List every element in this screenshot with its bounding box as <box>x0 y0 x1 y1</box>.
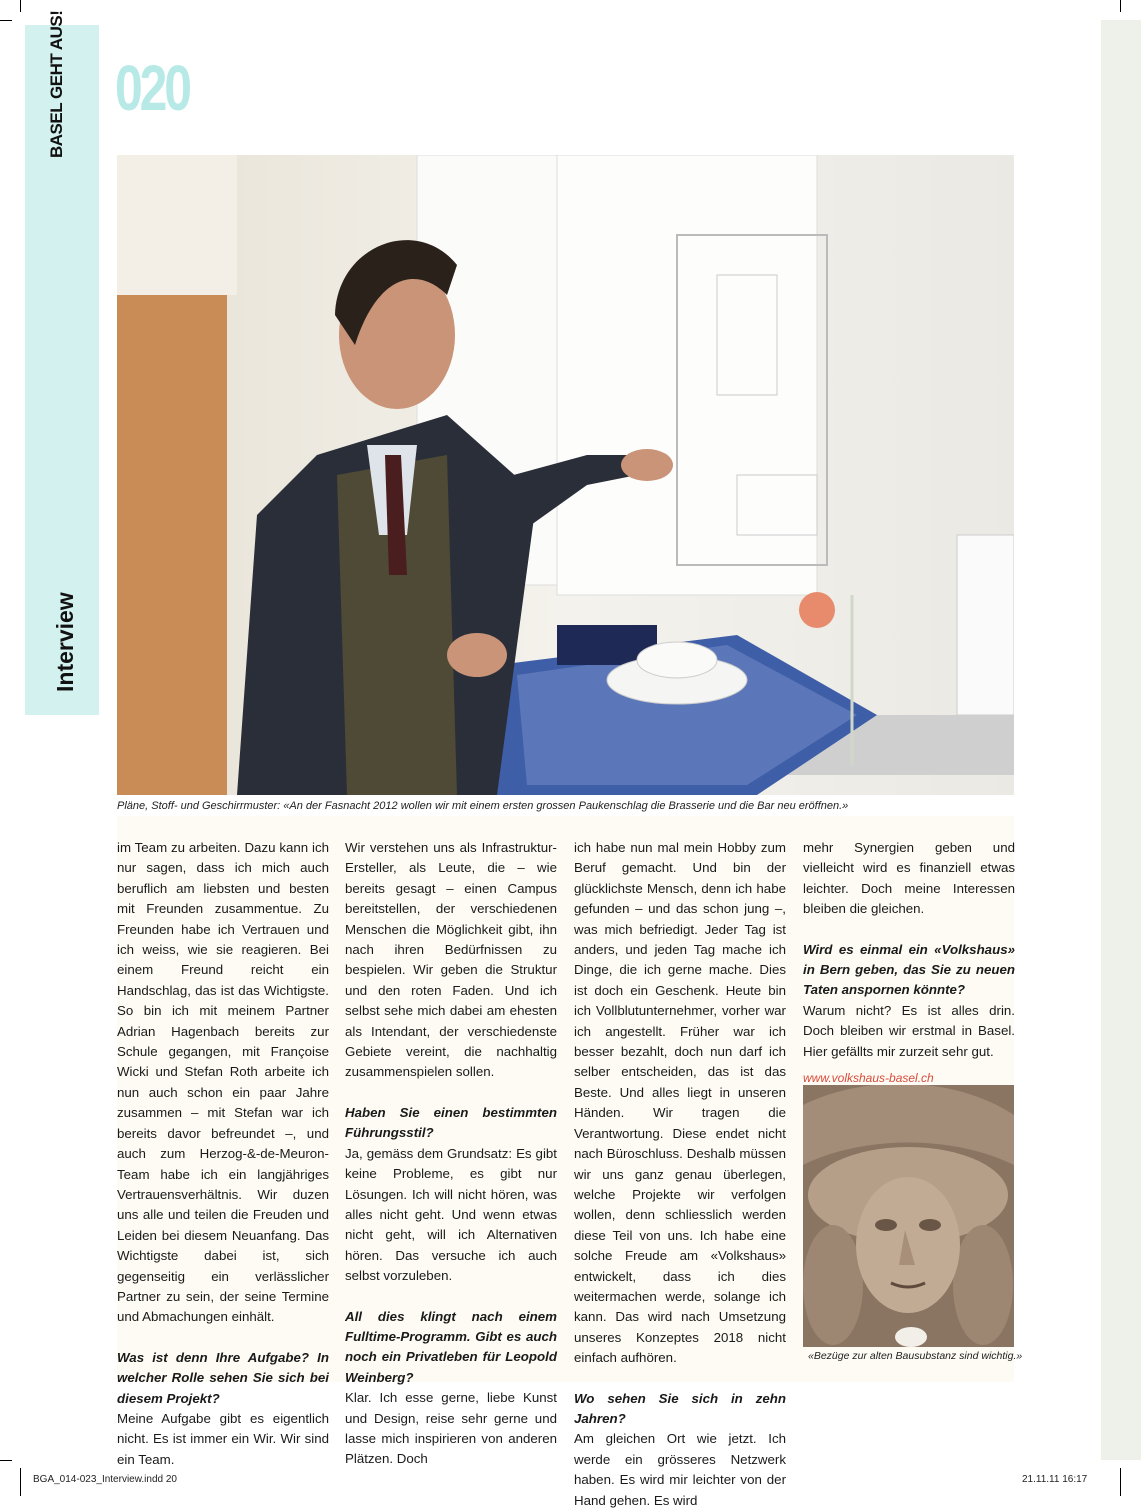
crop-mark <box>1120 0 1121 12</box>
interview-question: All dies klingt nach einem Fulltime-Programm. Gibt es auch noch ein Privatleben für Leopold Weinberg? <box>345 1308 557 1385</box>
crop-mark <box>1120 1468 1121 1496</box>
text-column-4 <box>803 838 1015 1088</box>
paragraph: Wir verstehen uns als Infrastruktur-Ersteller, als Leute, die – wie bereits gesagt – einen Campus bereitstellen, der verschiedenen Menschen die Möglichkeit gibt, ihn nach ihren Bedürfnissen zu bespielen. Wir geben die Struktur und den roten Faden. Und ich selbst sehe mich dabei am ehesten als Intendant, der verschiedenste Gebiete vereint, die nachhaltig zusammenspielen sollen. <box>345 840 557 1080</box>
section-title: BASEL GEHT AUS! <box>47 10 66 158</box>
crop-mark <box>0 1460 12 1461</box>
photo-caption <box>117 797 1014 815</box>
photo-caption-text: Pläne, Stoff- und Geschirrmuster: «An der Fasnacht 2012 wollen wir mit einem ersten grossen Paukenschlag die Brasserie und die Bar neu eröffnen.» <box>117 800 852 812</box>
interview-answer: Klar. Ich esse gerne, liebe Kunst und Design, reise sehr gerne und lasse mich inspirieren von anderen Plätzen. Doch <box>345 1390 557 1467</box>
interview-question: Wird es einmal ein «Volkshaus» in Bern geben, das Sie zu neuen Taten anspornen könnte? <box>803 941 1015 998</box>
paragraph: mehr Synergien geben und vielleicht wird es finanziell etwas leichter. Doch meine Interessen bleiben die gleichen. <box>803 840 1015 917</box>
website-link[interactable]: www.volkshaus-basel.ch <box>803 1071 934 1086</box>
crop-mark <box>0 20 12 21</box>
page-number: 020 <box>115 52 189 124</box>
text-column-2 <box>345 838 557 1470</box>
section-label: Interview <box>52 592 78 692</box>
sculpture-photo <box>803 1085 1014 1347</box>
interview-answer: Ja, gemäss dem Grundsatz: Es gibt keine Probleme, es gibt nur Lösungen. Ich will nicht hören, was alles nicht geht. Und wenn etwas nicht geht, will ich Alternativen hören. Das versuche ich auch selbst vorzuleben. <box>345 1145 557 1284</box>
interview-question: Was ist denn Ihre Aufgabe? In welcher Rolle sehen Sie sich bei diesem Projekt? <box>117 1349 329 1406</box>
interview-answer: Meine Aufgabe gibt es eigentlich nicht. Es ist immer ein Wir. Wir sind ein Team. <box>117 1410 329 1467</box>
interview-answer: Am gleichen Ort wie jetzt. Ich werde ein grösseres Netzwerk haben. Es wird mir leichter von der Hand gehen. Es wird <box>574 1431 786 1508</box>
interview-photo-illustration <box>117 155 1014 795</box>
paragraph: ich habe nun mal mein Hobby zum Beruf gemacht. Und bin der glücklichste Mensch, denn ich habe gefunden – und das schon jung –, was mich befriedigt. Jeder Tag ist anders, und jeden Tag mache ich Dinge, die ich gerne mache. Dies ist doch ein Geschenk. Heute bin ich Vollblutunternehmer, vorher war ich angestellt. Früher war ich besser bezahlt, doch nun darf ich selber entscheiden, das ist das Beste. Und alles liegt in unseren Händen. Wir tragen die Verantwortung. Diese endet nicht nach Büroschluss. Deshalb müssen wir uns ganz genau überlegen, welche Projekte wir verfolgen wollen, denn schliesslich werden diese Teil von uns. Ich habe eine solche Freude am «Volkshaus» entwickelt, dass ich dies weitermachen werde, solange ich kann. Das wird nach Umsetzung unseres Konzeptes 2018 nicht einfach aufhören. <box>574 840 786 1366</box>
sculpture-illustration <box>803 1085 1014 1347</box>
crop-mark <box>20 1468 21 1496</box>
crop-mark <box>20 0 21 12</box>
interview-question: Wo sehen Sie sich in zehn Jahren? <box>574 1390 786 1426</box>
footer-date: 21.11.11 16:17 <box>1022 1474 1088 1485</box>
sculpture-caption: «Bezüge zur alten Bausubstanz sind wichtig.» <box>808 1350 1023 1362</box>
text-column-1 <box>117 838 329 1470</box>
facing-page-edge <box>1101 20 1141 1460</box>
interview-question: Haben Sie einen bestimmten Führungsstil? <box>345 1104 557 1141</box>
paragraph: im Team zu arbeiten. Dazu kann ich nur sagen, dass ich mich auch beruflich am liebsten und besten mit Freunden zusammentue. Zu Freunden habe ich Vertrauen und ich weiss, wie sie reagieren. Bei einem Freund reicht ein Handschlag, das ist das Wichtigste. So bin ich mit meinem Partner Adrian Hagenbach bereits zur Schule gegangen, mit Françoise Wicki und Stefan Roth arbeite ich nun auch schon ein paar Jahre zusammen – mit Stefan war ich bereits davor befreundet –, und auch zum Herzog-&-de-Meuron-Team habe ich ein langjähriges Vertrauensverhältnis. Wir duzen uns alle und teilen die Freuden und Leiden bei diesem Neuanfang. Das Wichtigste dabei ist, sich gegenseitig ein verlässlicher Partner zu sein, der seine Termine und Abmachungen einhält. <box>117 840 329 1325</box>
footer-file-info: BGA_014-023_Interview.indd 20 <box>33 1474 177 1485</box>
main-photo <box>117 155 1014 795</box>
interview-answer: Warum nicht? Es ist alles drin. Doch bleiben wir erstmal in Basel. Hier gefällts mir zurzeit sehr gut. <box>803 1002 1015 1059</box>
text-column-3 <box>574 838 786 1511</box>
